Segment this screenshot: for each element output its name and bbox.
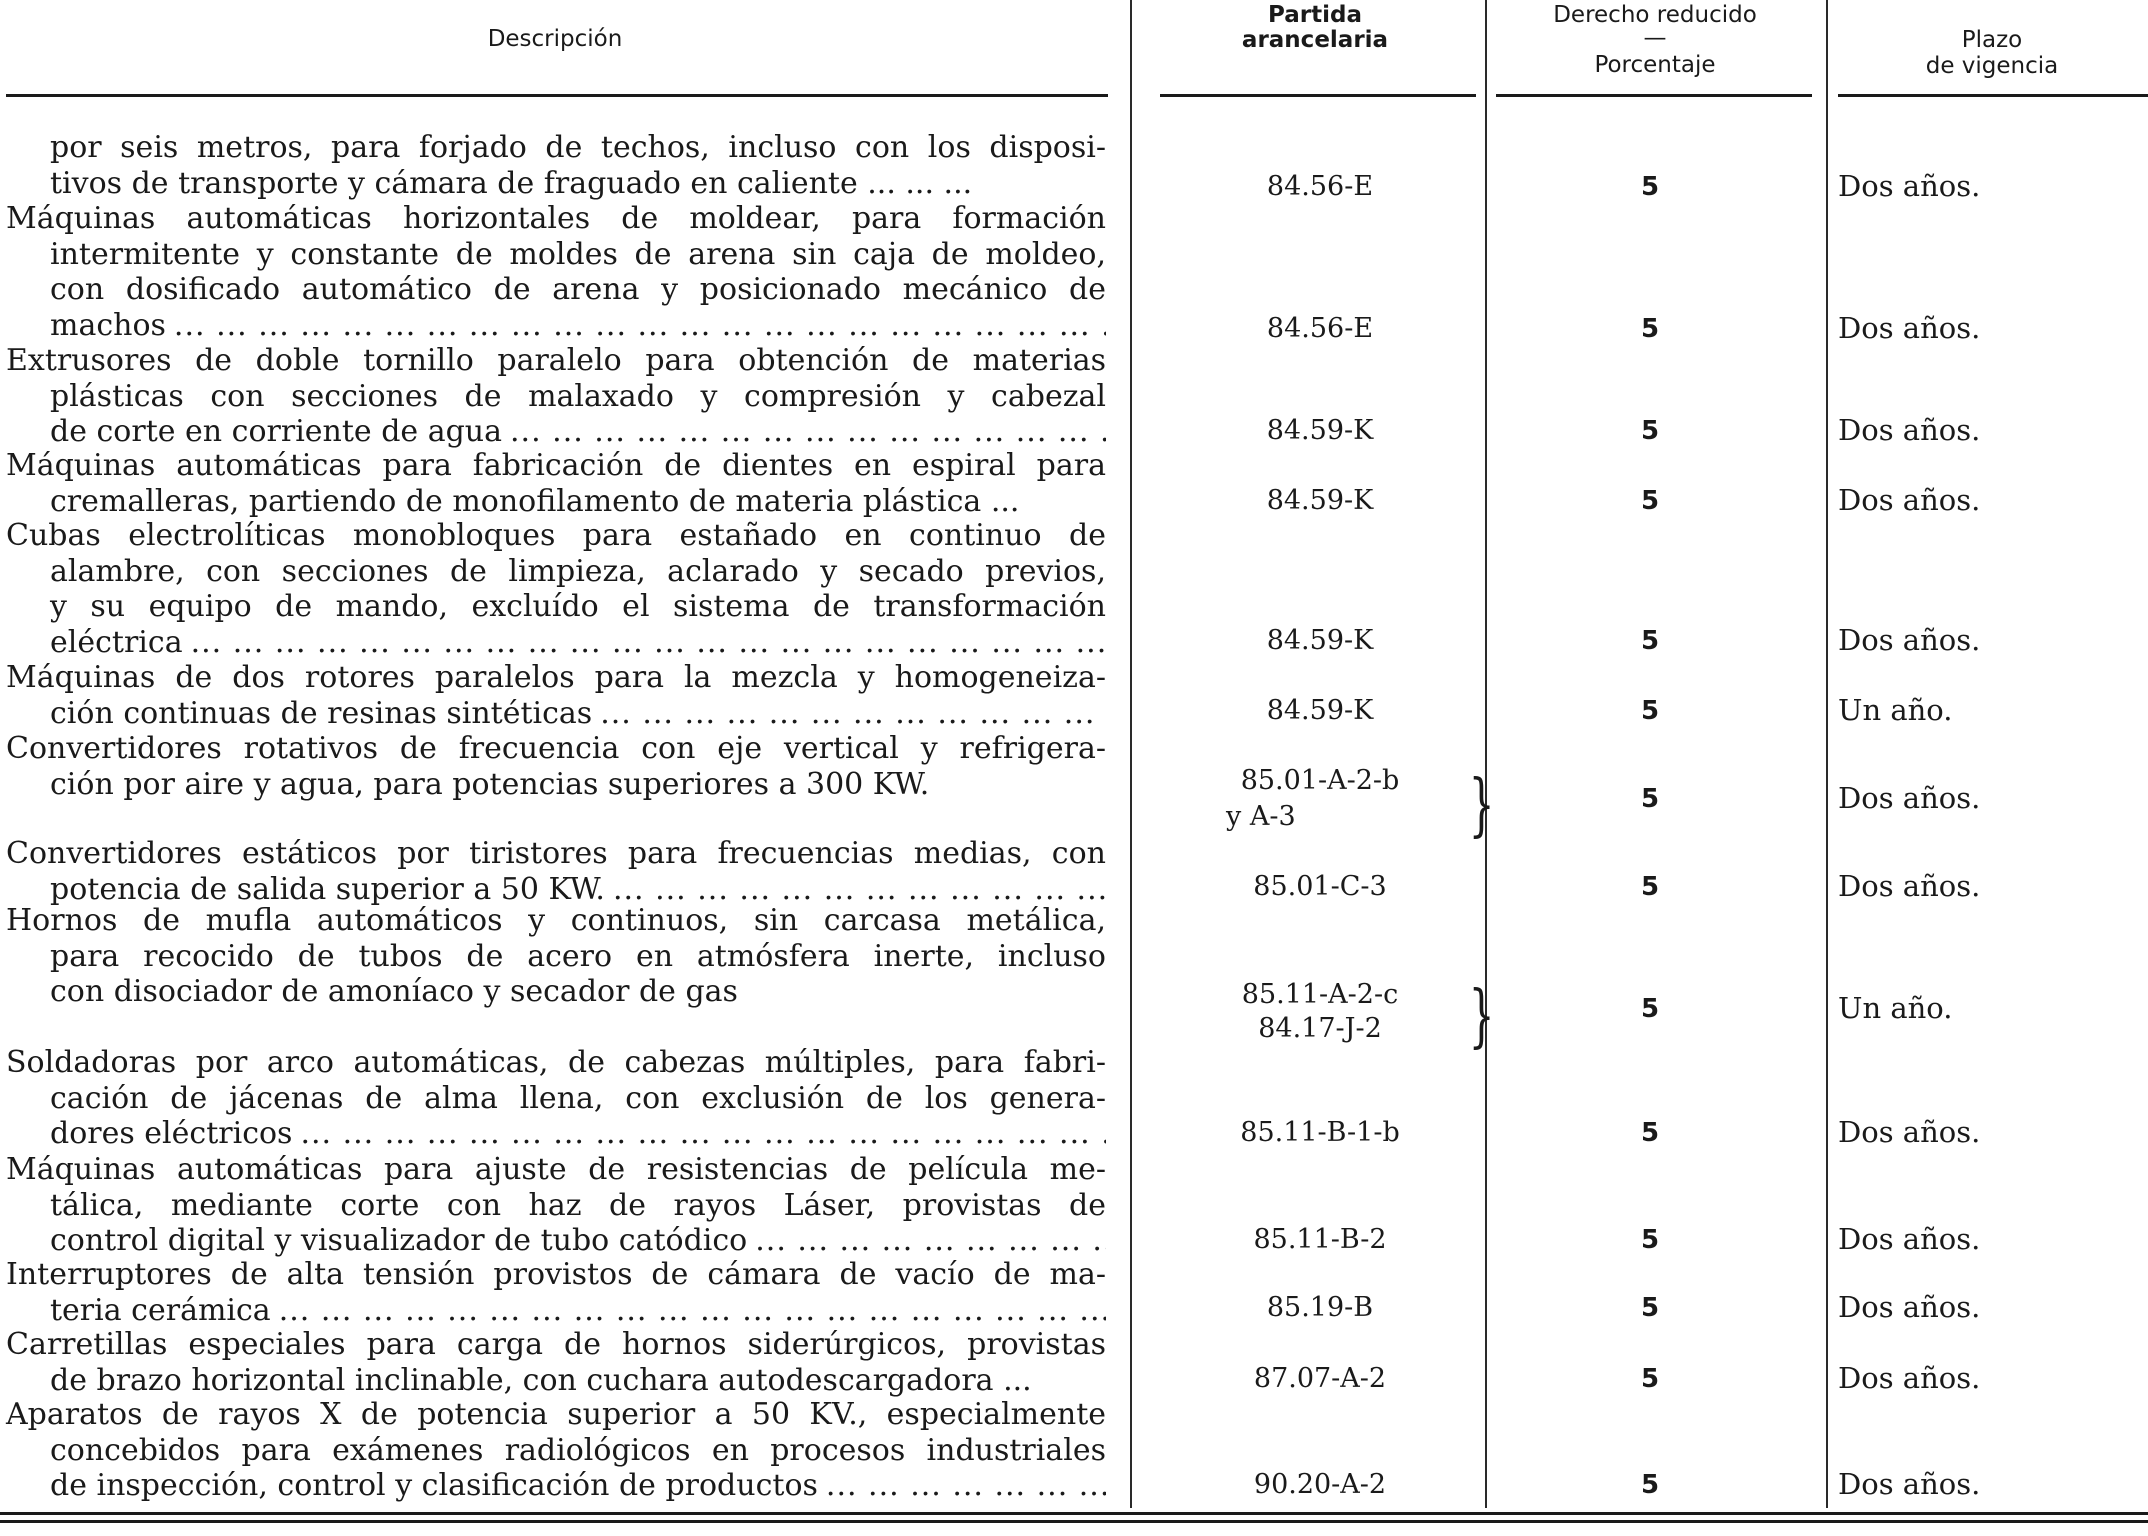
- description-line: Aparatos de rayos X de potencia superior a 50 KV., especialmente: [6, 1397, 1106, 1432]
- derecho-porcentaje: 5: [1640, 1470, 1660, 1500]
- row-description: [6, 1327, 1106, 1398]
- derecho-porcentaje: 5: [1640, 1293, 1660, 1323]
- description-line: alambre, con secciones de limpieza, aclarado y secado previos,: [50, 553, 1106, 589]
- description-line: [6, 1468, 1106, 1504]
- description-line: [6, 1293, 1106, 1329]
- description-line: [6, 1116, 1106, 1152]
- row-description: [6, 448, 1106, 519]
- partida-arancelaria: 84.17-J-2: [1258, 1013, 1382, 1044]
- plazo-vigencia: Dos años.: [1838, 869, 1981, 903]
- column-separator: [1130, 0, 1132, 1508]
- bottom-rule: [0, 1512, 2148, 1515]
- derecho-porcentaje: 5: [1640, 626, 1660, 656]
- description-line: Extrusores de doble tornillo paralelo para obtención de materias: [6, 343, 1106, 378]
- leader-dots: [605, 872, 1106, 908]
- description-line: [6, 414, 1106, 450]
- derecho-porcentaje: 5: [1640, 1364, 1660, 1394]
- row-description: [6, 836, 1106, 907]
- description-line: para recocido de tubos de acero en atmósfera inerte, incluso: [50, 938, 1106, 974]
- header-rule: [6, 94, 1108, 97]
- header-derecho-dash: —: [1643, 25, 1667, 51]
- description-line-text: de corte en corriente de agua: [50, 414, 503, 449]
- description-line: cremalleras, partiendo de monofilamento de materia plástica ...: [50, 483, 1020, 519]
- description-line: intermitente y constante de moldes de arena sin caja de moldeo,: [50, 236, 1106, 272]
- partida-arancelaria: 85.11-B-2: [1253, 1224, 1387, 1255]
- plazo-vigencia: Dos años.: [1838, 169, 1981, 203]
- brace-icon: }: [1468, 766, 1495, 845]
- partida-arancelaria: 87.07-A-2: [1253, 1363, 1387, 1394]
- plazo-vigencia: Dos años.: [1838, 623, 1981, 657]
- plazo-vigencia: Un año.: [1838, 693, 1953, 727]
- description-line-text: de inspección, control y clasificación de productos: [50, 1468, 818, 1503]
- description-line: Interruptores de alta tensión provistos de cámara de vacío de ma-: [6, 1257, 1106, 1292]
- partida-arancelaria: 84.59-K: [1266, 695, 1374, 726]
- description-line: cación de jácenas de alma llena, con exclusión de los genera-: [50, 1080, 1106, 1116]
- description-line-text: ción continuas de resinas sintéticas: [50, 695, 593, 731]
- description-line: Máquinas automáticas para ajuste de resistencias de película me-: [6, 1152, 1106, 1187]
- derecho-porcentaje: 5: [1640, 994, 1660, 1024]
- plazo-vigencia: Dos años.: [1838, 1467, 1981, 1501]
- description-line: Máquinas automáticas horizontales de moldear, para formación: [6, 201, 1106, 236]
- leader-dots: [166, 308, 1106, 344]
- description-line: tivos de transporte y cámara de fraguado en caliente ... ... ...: [50, 165, 973, 201]
- partida-arancelaria: 85.11-B-1-b: [1240, 1117, 1400, 1148]
- partida-arancelaria: 85.19-B: [1266, 1292, 1374, 1323]
- partida-arancelaria: 84.59-K: [1266, 625, 1374, 656]
- header-derecho-line1: Derecho reducido: [1553, 2, 1757, 28]
- plazo-vigencia: Dos años.: [1838, 1222, 1981, 1256]
- plazo-vigencia: Dos años.: [1838, 483, 1981, 517]
- description-line: Convertidores estáticos por tiristores para frecuencias medias, con: [6, 836, 1106, 871]
- partida-arancelaria: 85.01-A-2-b: [1240, 765, 1400, 796]
- description-line-text: potencia de salida superior a 50 KW.: [50, 871, 605, 907]
- description-line-text: dores eléctricos: [50, 1116, 293, 1151]
- description-line: con disociador de amoníaco y secador de gas: [50, 974, 738, 1009]
- row-description: [6, 518, 1106, 660]
- description-line: concebidos para exámenes radiológicos en procesos industriales: [50, 1432, 1106, 1468]
- header-plazo-line2: de vigencia: [1925, 53, 2059, 79]
- plazo-vigencia: Un año.: [1838, 991, 1953, 1025]
- row-description: [6, 201, 1106, 343]
- description-line: ción por aire y agua, para potencias superiores a 300 KW.: [50, 766, 930, 802]
- derecho-porcentaje: 5: [1640, 1225, 1660, 1255]
- description-line: [6, 696, 1106, 732]
- plazo-vigencia: Dos años.: [1838, 1115, 1981, 1149]
- row-description: [6, 343, 1106, 450]
- leader-dots: [818, 1468, 1106, 1504]
- row-description: [6, 1257, 1106, 1328]
- plazo-vigencia: Dos años.: [1838, 1361, 1981, 1395]
- description-line: Cubas electrolíticas monobloques para estañado en continuo de: [6, 518, 1106, 553]
- bottom-rule: [0, 1520, 2148, 1523]
- plazo-vigencia: Dos años.: [1838, 311, 1981, 345]
- description-line: [6, 1223, 1106, 1259]
- plazo-vigencia: Dos años.: [1838, 781, 1981, 815]
- description-line: Hornos de mufla automáticos y continuos, sin carcasa metálica,: [6, 903, 1106, 938]
- derecho-porcentaje: 5: [1640, 314, 1660, 344]
- derecho-porcentaje: 5: [1640, 172, 1660, 202]
- description-line-text: machos: [50, 307, 166, 343]
- description-line-text: teria cerámica: [50, 1292, 271, 1328]
- description-line: Convertidores rotativos de frecuencia con eje vertical y refrigera-: [6, 731, 1106, 766]
- row-description: [6, 130, 1106, 201]
- partida-arancelaria: 84.56-E: [1266, 171, 1374, 202]
- row-description: [6, 903, 1106, 1010]
- header-rule: [1838, 94, 2148, 97]
- description-line-text: eléctrica: [50, 624, 183, 660]
- description-line-text: control digital y visualizador de tubo catódico: [50, 1223, 748, 1258]
- derecho-porcentaje: 5: [1640, 416, 1660, 446]
- header-descripcion: Descripción: [487, 26, 623, 52]
- header-rule: [1160, 94, 1476, 97]
- description-line: [6, 872, 1106, 908]
- row-description: [6, 1045, 1106, 1152]
- derecho-porcentaje: 5: [1640, 872, 1660, 902]
- header-plazo-line1: Plazo: [1961, 27, 2023, 53]
- partida-arancelaria: y A-3: [1226, 801, 1296, 832]
- plazo-vigencia: Dos años.: [1838, 1290, 1981, 1324]
- row-description: [6, 1397, 1106, 1504]
- derecho-porcentaje: 5: [1640, 486, 1660, 516]
- leader-dots: [292, 1116, 1106, 1152]
- partida-arancelaria: 84.59-K: [1266, 415, 1374, 446]
- description-line: [6, 308, 1106, 344]
- description-line: tálica, mediante corte con haz de rayos Láser, provistas de: [50, 1187, 1106, 1223]
- description-line: por seis metros, para forjado de techos, incluso con los disposi-: [50, 130, 1106, 165]
- derecho-porcentaje: 5: [1640, 784, 1660, 814]
- description-line: Máquinas automáticas para fabricación de dientes en espiral para: [6, 448, 1106, 483]
- row-description: [6, 731, 1106, 802]
- description-line: Máquinas de dos rotores paralelos para la mezcla y homogeneiza-: [6, 660, 1106, 695]
- leader-dots: [502, 414, 1106, 450]
- partida-arancelaria: 84.59-K: [1266, 485, 1374, 516]
- header-derecho-line2: Porcentaje: [1594, 52, 1716, 78]
- leader-dots: [747, 1223, 1106, 1259]
- partida-arancelaria: 90.20-A-2: [1253, 1469, 1387, 1500]
- description-line: de brazo horizontal inclinable, con cuchara autodescargadora ...: [50, 1362, 1032, 1398]
- partida-arancelaria: 84.56-E: [1266, 313, 1374, 344]
- description-line: plásticas con secciones de malaxado y compresión y cabezal: [50, 378, 1106, 414]
- partida-arancelaria: 85.11-A-2-c: [1241, 979, 1399, 1010]
- description-line: [6, 625, 1106, 661]
- plazo-vigencia: Dos años.: [1838, 413, 1981, 447]
- description-line: Soldadoras por arco automáticas, de cabezas múltiples, para fabri-: [6, 1045, 1106, 1080]
- column-separator: [1826, 0, 1828, 1508]
- column-separator: [1485, 0, 1487, 1508]
- leader-dots: [592, 696, 1106, 732]
- header-rule: [1496, 94, 1812, 97]
- derecho-porcentaje: 5: [1640, 1118, 1660, 1148]
- row-description: [6, 660, 1106, 731]
- description-line: y su equipo de mando, excluído el sistema de transformación: [50, 589, 1106, 624]
- row-description: [6, 1152, 1106, 1259]
- leader-dots: [183, 625, 1106, 661]
- partida-arancelaria: 85.01-C-3: [1253, 871, 1387, 902]
- header-partida-line1: Partida: [1268, 2, 1362, 28]
- description-line: Carretillas especiales para carga de hornos siderúrgicos, provistas: [6, 1327, 1106, 1362]
- derecho-porcentaje: 5: [1640, 696, 1660, 726]
- leader-dots: [271, 1293, 1106, 1329]
- brace-icon: }: [1468, 977, 1495, 1056]
- header-partida-line2: arancelaria: [1241, 27, 1389, 53]
- description-line: con dosificado automático de arena y posicionado mecánico de: [50, 272, 1106, 307]
